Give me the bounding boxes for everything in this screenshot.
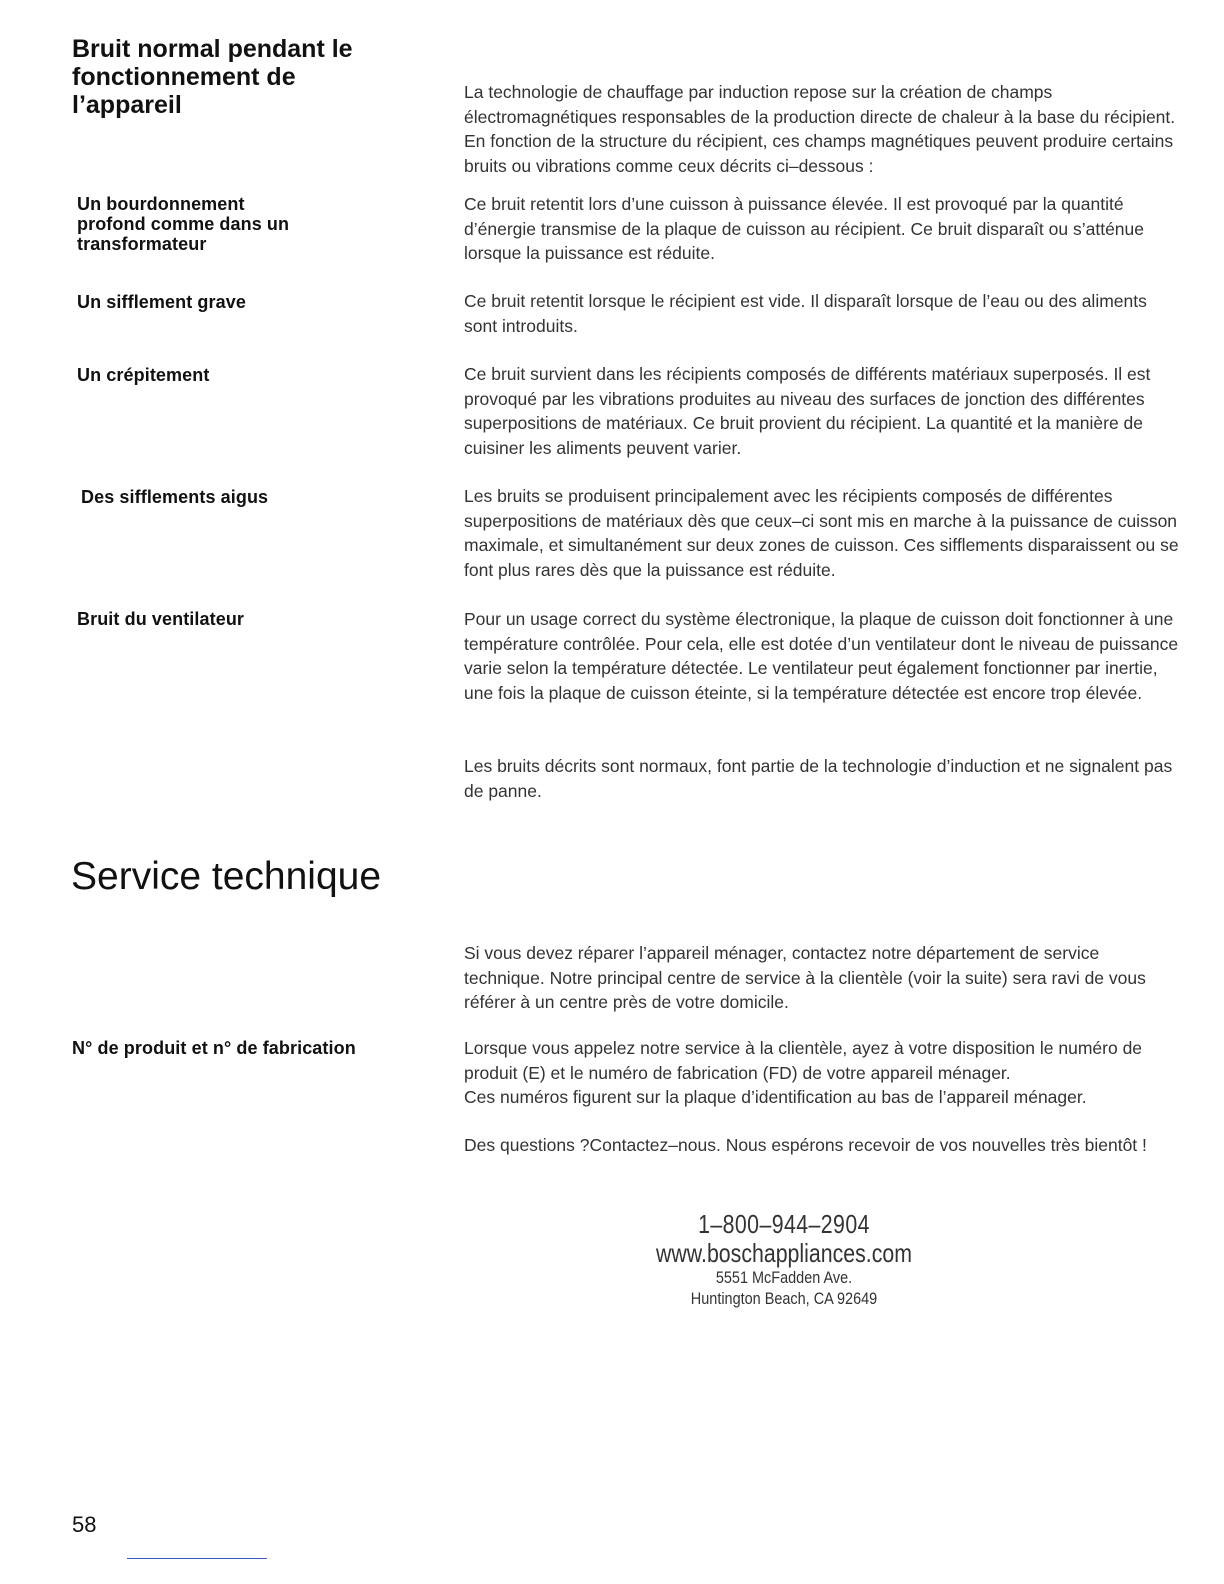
- noise-text-humming: Ce bruit retentit lors d’une cuisson à puissance élevée. Il est provoqué par la quantité d’énergie transmise de la plaque de cuisson au récipient. Ce bruit disparaît ou s’atténue lorsque la puissance est réduite.: [464, 194, 1144, 263]
- noise-label-high-whistles: Des sifflements aigus: [81, 487, 269, 507]
- footer-divider: [127, 1558, 267, 1559]
- product-number-label: N° de produit et n° de fabrication: [72, 1038, 356, 1058]
- noise-label-low-whistle: Un sifflement grave: [77, 292, 246, 312]
- section-heading-noise: Bruit normal pendant le fonctionnement de l’appareil: [72, 35, 353, 119]
- section-heading-service: Service technique: [71, 855, 382, 898]
- contact-block: [584, 1210, 984, 1309]
- website-link[interactable]: www.boschappliances.com: [656, 1238, 912, 1268]
- noise-label-humming: Un bourdonnement profond comme dans un transformateur: [77, 194, 290, 254]
- noise-text-low-whistle: Ce bruit retentit lorsque le récipient est vide. Il disparaît lorsque de l’eau ou des aliments sont introduits.: [464, 291, 1147, 336]
- product-number-paragraph: Lorsque vous appelez notre service à la clientèle, ayez à votre disposition le numéro de produit (E) et le numéro de fabrication (FD) de votre appareil ménager. Ces numéros figurent sur la plaque d’identification au bas de l’appareil ménager.: [464, 1038, 1143, 1107]
- noise-label-fan: Bruit du ventilateur: [77, 609, 245, 629]
- noise-text-crackling: Ce bruit survient dans les récipients composés de différents matériaux superposés. Il est provoqué par les vibrations produites au niveau des surfaces de jonction des différentes superpositions de matériaux. Ce bruit provient du récipient. La quantité et la manière de cuisiner les aliments peuvent varier.: [464, 364, 1151, 458]
- page-number: 58: [72, 1512, 97, 1537]
- noise-closing-paragraph: Les bruits décrits sont normaux, font partie de la technologie d’induction et ne signalent pas de panne.: [464, 756, 1173, 801]
- phone-number: 1–800–944–2904: [698, 1209, 870, 1239]
- noise-intro-paragraph: La technologie de chauffage par induction repose sur la création de champs électromagnétiques responsables de la production directe de chaleur à la base du récipient. En fonction de la structure du récipient, ces champs magnétiques peuvent produire certains bruits ou vibrations comme ceux décrits ci–dessous :: [464, 82, 1176, 176]
- noise-text-fan: Pour un usage correct du système électronique, la plaque de cuisson doit fonctionner à une température contrôlée. Pour cela, elle est dotée d’un ventilateur dont le niveau de puissance varie selon la température détectée. Le ventilateur peut également fonctionner par inertie, une fois la plaque de cuisson éteinte, si la température détectée est encore trop élevée.: [464, 609, 1179, 703]
- address-line-2: Huntington Beach, CA 92649: [690, 1289, 878, 1308]
- noise-label-crackling: Un crépitement: [77, 365, 210, 385]
- service-intro-paragraph: Si vous devez réparer l’appareil ménager, contactez notre département de service technique. Notre principal centre de service à la clientèle (voir la suite) sera ravi de vous référer à un centre près de votre domicile.: [464, 943, 1146, 1012]
- contact-invite-paragraph: Des questions ?Contactez–nous. Nous espérons recevoir de vos nouvelles très bientôt !: [464, 1135, 1147, 1155]
- noise-text-high-whistles: Les bruits se produisent principalement avec les récipients composés de différentes superpositions de matériaux dès que ceux–ci sont mis en marche à la puissance de cuisson maximale, et simultanément sur deux zones de cuisson. Ces sifflements disparaissent ou se font plus rares dès que la puissance est réduite.: [464, 486, 1179, 580]
- address-line-1: 5551 McFadden Ave.: [715, 1268, 853, 1287]
